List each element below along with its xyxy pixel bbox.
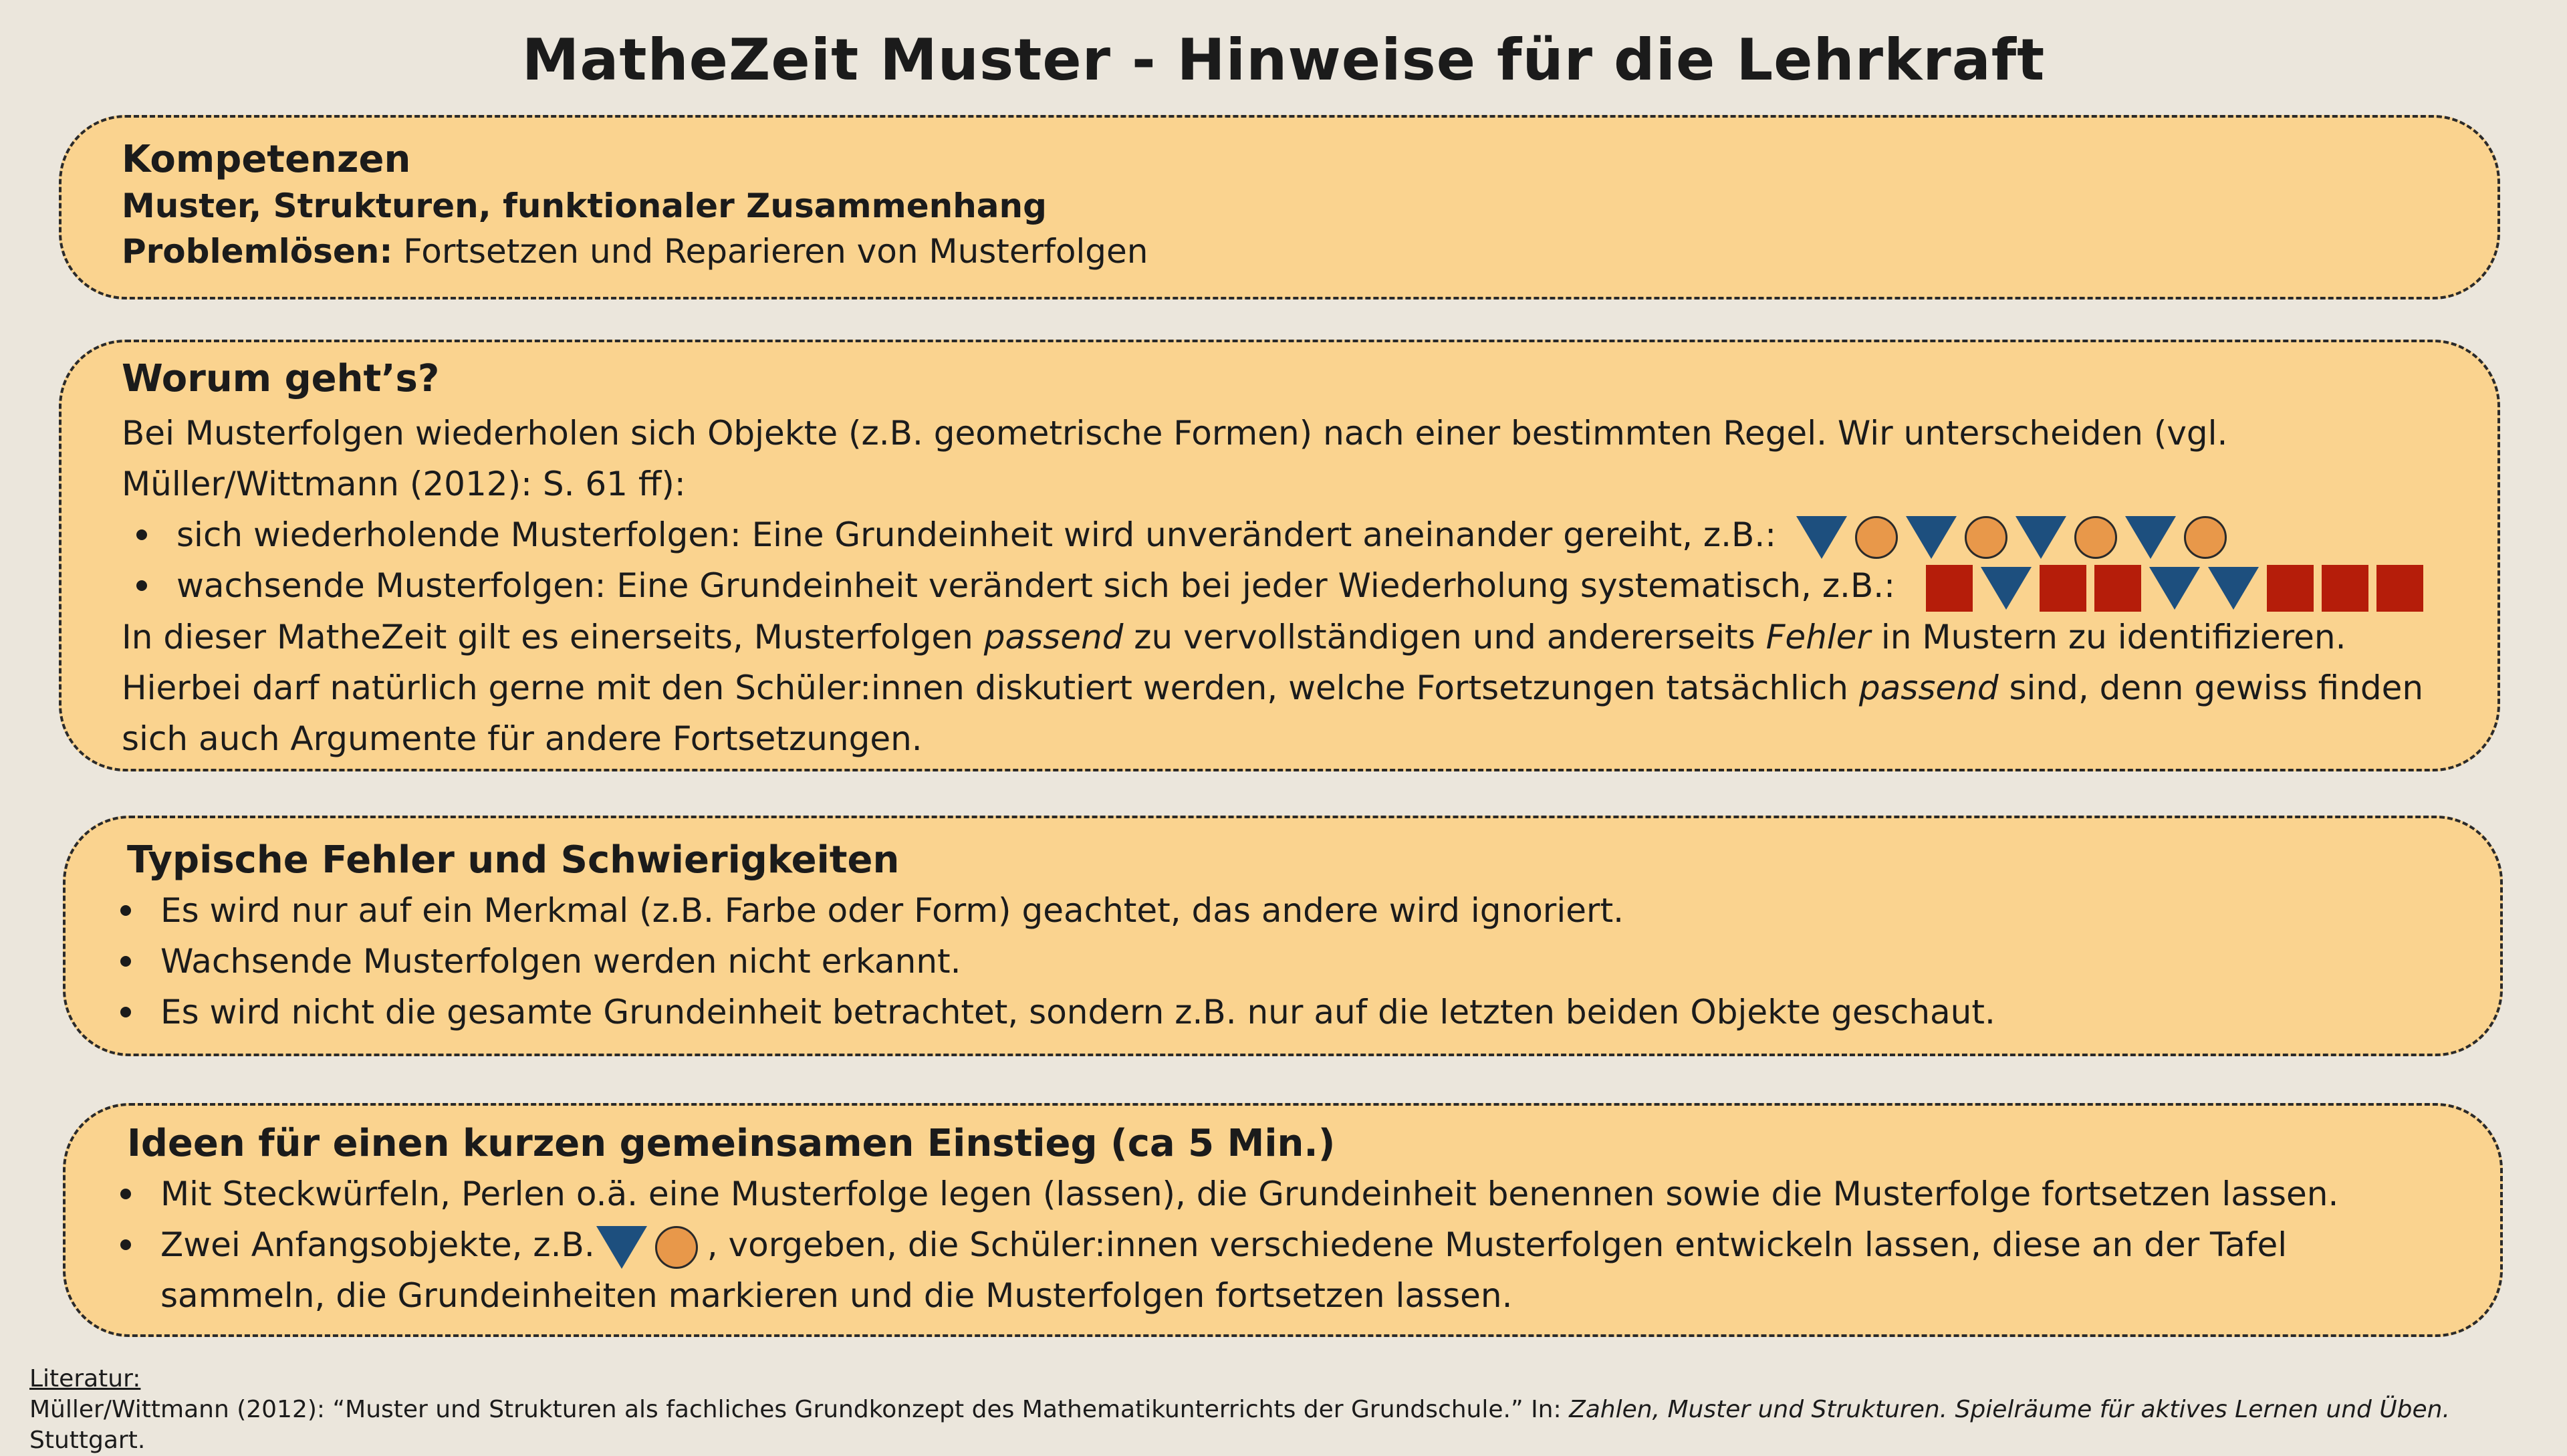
page-title: MatheZeit Muster - Hinweise für die Lehrkraft xyxy=(521,27,2046,94)
triangle-shape xyxy=(2208,567,2259,610)
ideen-heading: Ideen für einen kurzen gemeinsamen Einstieg (ca 5 Min.) xyxy=(127,1122,1336,1165)
worum-card xyxy=(59,340,2500,771)
circle-shape xyxy=(1965,516,2007,559)
literature-section xyxy=(29,1364,2567,1456)
kompetenzen-card xyxy=(59,115,2500,299)
list-item xyxy=(106,1219,2440,1321)
square-shape xyxy=(2322,565,2368,612)
worum-bullet-list xyxy=(122,509,2437,612)
worum-outro xyxy=(122,612,2437,764)
reference-place: Stuttgart. xyxy=(29,1427,146,1454)
worum-heading: Worum geht’s? xyxy=(122,357,440,400)
kompetenzen-line1: Muster, Strukturen, funktionaler Zusammenhang xyxy=(122,187,1047,225)
triangle-shape xyxy=(1906,516,1957,559)
list-item xyxy=(122,509,2437,560)
circle-shape xyxy=(655,1226,698,1269)
problemloesen-text: Fortsetzen und Reparieren von Musterfolgen xyxy=(403,232,1148,271)
kompetenzen-heading: Kompetenzen xyxy=(122,138,411,181)
triangle-shape xyxy=(1796,516,1847,559)
list-item: Es wird nicht die gesamte Grundeinheit betrachtet, sondern z.B. nur auf die letzten beiden Objekte geschaut. xyxy=(106,987,2440,1038)
triangle-shape xyxy=(2125,516,2176,559)
square-shape xyxy=(2040,565,2086,612)
reference-text: Müller/Wittmann (2012): “Muster und Strukturen als fachliches Grundkonzept des Mathematikunterrichts der Grundschule.” In: xyxy=(29,1396,1570,1423)
fehler-card xyxy=(63,816,2503,1056)
bullet-repeating-text: sich wiederholende Musterfolgen: Eine Grundeinheit wird unverändert aneinander gereiht, z.B.: xyxy=(176,515,1777,554)
literature-heading: Literatur: xyxy=(29,1365,141,1392)
repeating-pattern-example xyxy=(1796,516,2227,559)
bullet-growing-text: wachsende Musterfolgen: Eine Grundeinheit verändert sich bei jeder Wiederholung systematisch, z.B.: xyxy=(176,566,1895,605)
list-item: Es wird nur auf ein Merkmal (z.B. Farbe oder Form) geachtet, das andere wird ignoriert. xyxy=(106,885,2440,936)
kompetenzen-line2 xyxy=(122,229,2437,274)
outro-text-3: in Mustern zu identifizieren. Hierbei darf natürlich gerne mit den Schüler:innen diskutiert werden, welche Fortsetzungen tatsächlich xyxy=(122,617,2346,707)
reference-title: Zahlen, Muster und Strukturen. Spielräume für aktives Lernen und Üben. xyxy=(1569,1396,2450,1423)
starting-objects-example xyxy=(596,1226,698,1269)
ideen-list xyxy=(106,1169,2440,1321)
problemloesen-label: Problemlösen: xyxy=(122,232,393,271)
worum-intro: Bei Musterfolgen wiederholen sich Objekte (z.B. geometrische Formen) nach einer bestimmten Regel. Wir unterscheiden (vgl. Müller/Wittmann (2012): S. 61 ff): xyxy=(122,414,2228,503)
list-item: Mit Steckwürfeln, Perlen o.ä. eine Musterfolge legen (lassen), die Grundeinheit benennen sowie die Musterfolge fortsetzen lassen. xyxy=(106,1169,2440,1219)
list-item: Wachsende Musterfolgen werden nicht erkannt. xyxy=(106,936,2440,987)
triangle-shape xyxy=(596,1226,647,1269)
growing-pattern-example xyxy=(1926,565,2423,612)
outro-text-1: In dieser MatheZeit gilt es einerseits, Musterfolgen xyxy=(122,617,984,656)
literature-reference xyxy=(29,1394,2567,1456)
outro-text-2: zu vervollständigen und andererseits xyxy=(1123,617,1766,656)
list-item xyxy=(122,560,2437,612)
fehler-heading: Typische Fehler und Schwierigkeiten xyxy=(127,838,900,882)
ideen-item2-post: , vorgeben, die Schüler:innen verschiedene Musterfolgen entwickeln lassen, diese an der Tafel sammeln, die Grundeinheiten markieren und die Musterfolgen fortsetzen lassen. xyxy=(160,1225,2288,1315)
fehler-list xyxy=(106,885,2440,1038)
square-shape xyxy=(2094,565,2141,612)
outro-emphasis-passend: passend xyxy=(983,617,1124,656)
circle-shape xyxy=(1855,516,1898,559)
circle-shape xyxy=(2184,516,2227,559)
outro-emphasis-passend-2: passend xyxy=(1858,668,1999,707)
square-shape xyxy=(2376,565,2423,612)
square-shape xyxy=(1926,565,1973,612)
triangle-shape xyxy=(2149,567,2200,610)
square-shape xyxy=(2267,565,2314,612)
ideen-item2-pre: Zwei Anfangsobjekte, z.B. xyxy=(160,1225,595,1264)
circle-shape xyxy=(2074,516,2117,559)
triangle-shape xyxy=(2015,516,2066,559)
ideen-card xyxy=(63,1103,2503,1337)
triangle-shape xyxy=(1981,567,2032,610)
outro-text-4: sind, denn gewiss finden sich auch Argumente für andere Fortsetzungen. xyxy=(122,668,2424,758)
outro-emphasis-fehler: Fehler xyxy=(1765,617,1870,656)
